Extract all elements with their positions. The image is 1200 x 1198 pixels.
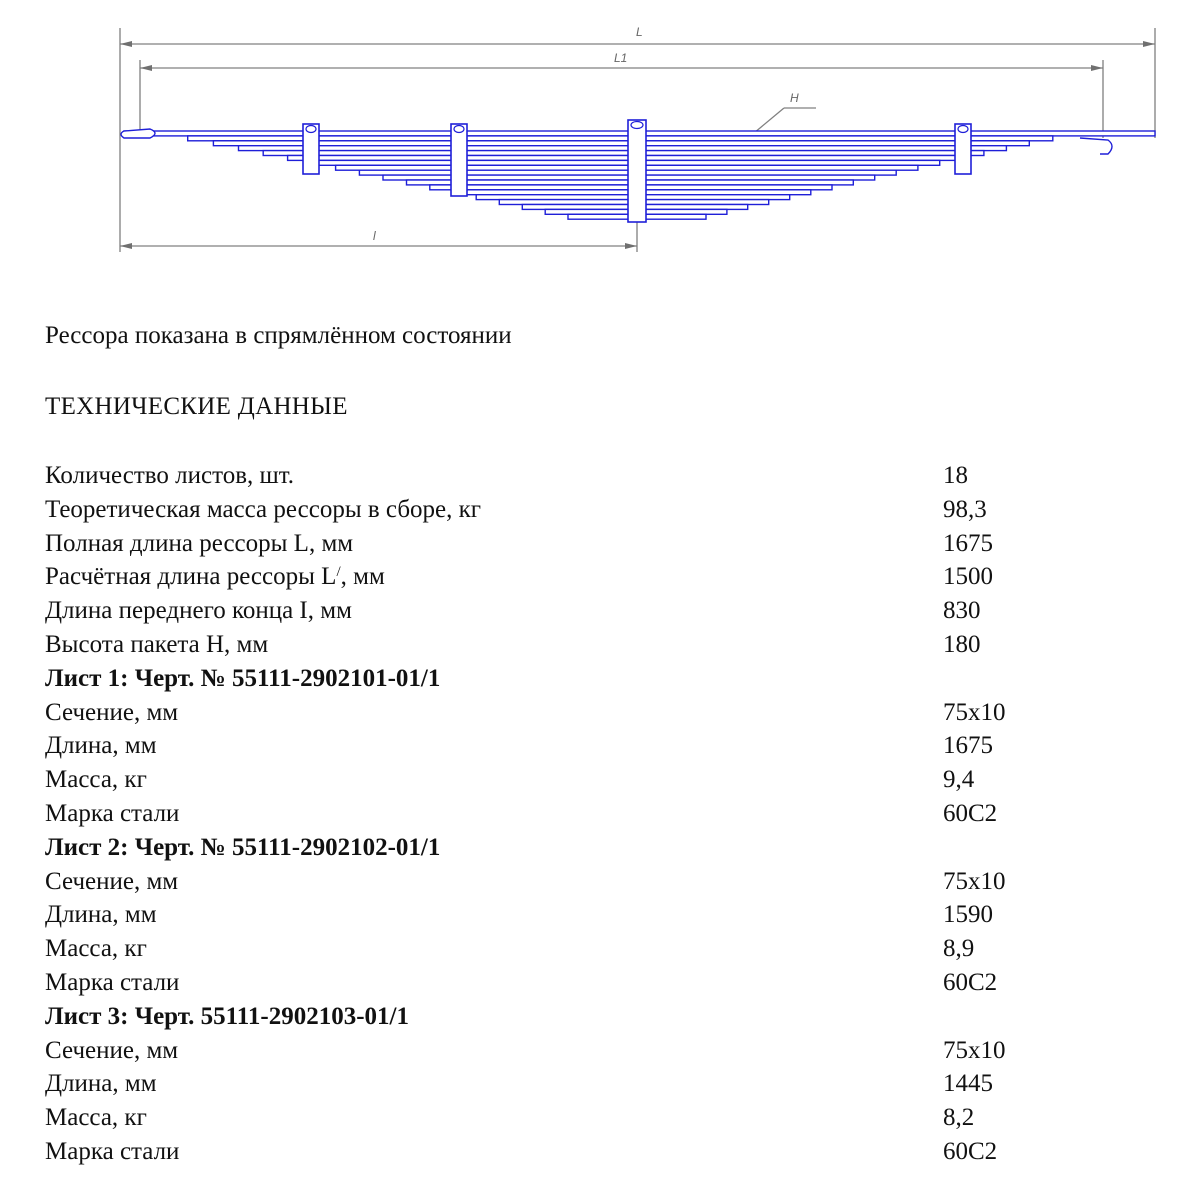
center-bolt xyxy=(628,120,646,222)
spec-value: 98,3 xyxy=(943,495,987,523)
spring-leaf xyxy=(336,165,918,170)
spec-row-pack-height xyxy=(45,628,1145,662)
spec-label: Сечение, мм xyxy=(45,1036,179,1064)
leaf-row-length xyxy=(45,729,1145,763)
spec-label: Масса, кг xyxy=(45,1104,147,1132)
spec-value: 830 xyxy=(943,597,981,625)
spec-value: 60С2 xyxy=(943,799,998,827)
spec-value: 75x10 xyxy=(943,867,1006,895)
spec-value: 1675 xyxy=(943,529,993,557)
leaf-row-steel xyxy=(45,797,1145,831)
spec-label: Сечение, мм xyxy=(45,867,179,895)
spec-value: 1675 xyxy=(943,732,993,760)
leaf-row-length xyxy=(45,898,1145,932)
rear-hook xyxy=(1080,138,1112,154)
spec-value: 75x10 xyxy=(943,698,1006,726)
spec-value: 60С2 xyxy=(943,1137,998,1165)
leaf-spring-drawing xyxy=(0,0,1200,270)
front-eye xyxy=(121,129,155,138)
spec-label: Масса, кг xyxy=(45,935,147,963)
leaf-row-steel xyxy=(45,1135,1145,1169)
spec-label: Марка стали xyxy=(45,799,180,827)
spec-label-main: Расчётная длина рессоры L xyxy=(45,563,337,591)
spec-label: Масса, кг xyxy=(45,766,147,794)
prime-mark: / xyxy=(336,564,341,581)
spec-row-calc-length xyxy=(45,560,1145,594)
spec-value: 60С2 xyxy=(943,968,998,996)
spec-label xyxy=(45,560,385,594)
spec-value: 1445 xyxy=(943,1070,993,1098)
spec-label: Сечение, мм xyxy=(45,698,179,726)
spec-label: Теоретическая масса рессоры в сборе, кг xyxy=(45,495,482,523)
spec-label: Длина, мм xyxy=(45,732,157,760)
spec-value: 9,4 xyxy=(943,766,975,794)
leaf-heading xyxy=(45,831,1145,865)
rebound-clamp xyxy=(303,124,319,174)
spec-label: Высота пакета H, мм xyxy=(45,630,269,658)
leaf-heading xyxy=(45,662,1145,696)
spring-leaf xyxy=(288,156,962,161)
leaf-row-section xyxy=(45,1034,1145,1068)
section-title: ТЕХНИЧЕСКИЕ ДАННЫЕ xyxy=(45,393,348,420)
spec-value: 1590 xyxy=(943,901,993,929)
leaf-row-mass xyxy=(45,1101,1145,1135)
spring-leaf xyxy=(239,146,1007,151)
spec-row-mass xyxy=(45,493,1145,527)
leaf-row-steel xyxy=(45,966,1145,1000)
spec-label: Количество листов, шт. xyxy=(45,462,295,489)
spec-value: 75x10 xyxy=(943,1036,1006,1064)
caption: Рессора показана в спрямлённом состоянии xyxy=(45,322,512,349)
leaf-title: Лист 1: Черт. № 55111-2902101-01/1 xyxy=(45,664,441,692)
leaf-heading xyxy=(45,1000,1145,1034)
spec-label: Полная длина рессоры L, мм xyxy=(45,529,354,557)
spec-table xyxy=(45,459,1145,1169)
spec-value: 8,9 xyxy=(943,935,975,963)
leaf-row-mass xyxy=(45,932,1145,966)
leaf-title: Лист 3: Черт. 55111-2902103-01/1 xyxy=(45,1002,409,1030)
rebound-clamp xyxy=(451,124,467,196)
spec-row-leaves xyxy=(45,459,1145,493)
dim-label-l: l xyxy=(373,229,376,243)
spec-value: 8,2 xyxy=(943,1104,975,1132)
leaf-row-mass xyxy=(45,763,1145,797)
spec-value: 180 xyxy=(943,630,981,658)
leaf-row-length xyxy=(45,1067,1145,1101)
spec-label-unit: , мм xyxy=(340,563,385,591)
spec-value: 18 xyxy=(943,462,968,489)
spec-row-full-length xyxy=(45,527,1145,561)
spec-value: 1500 xyxy=(943,563,993,591)
spec-row-front-end xyxy=(45,594,1145,628)
leaf-title: Лист 2: Черт. № 55111-2902102-01/1 xyxy=(45,833,441,861)
spec-label: Длина, мм xyxy=(45,1070,157,1098)
spec-label: Длина, мм xyxy=(45,901,157,929)
leaf-row-section xyxy=(45,696,1145,730)
dim-label-H: H xyxy=(790,91,799,105)
spring-leaf xyxy=(312,160,940,165)
leaf-row-section xyxy=(45,865,1145,899)
spec-label: Марка стали xyxy=(45,968,180,996)
dim-label-L1: L1 xyxy=(614,51,628,65)
spec-label: Марка стали xyxy=(45,1137,180,1165)
spring-leaf xyxy=(213,141,1029,146)
dim-label-L: L xyxy=(636,25,643,39)
spec-label: Длина переднего конца I, мм xyxy=(45,597,352,625)
spring-leaf xyxy=(263,151,984,156)
rebound-clamp xyxy=(955,124,971,174)
